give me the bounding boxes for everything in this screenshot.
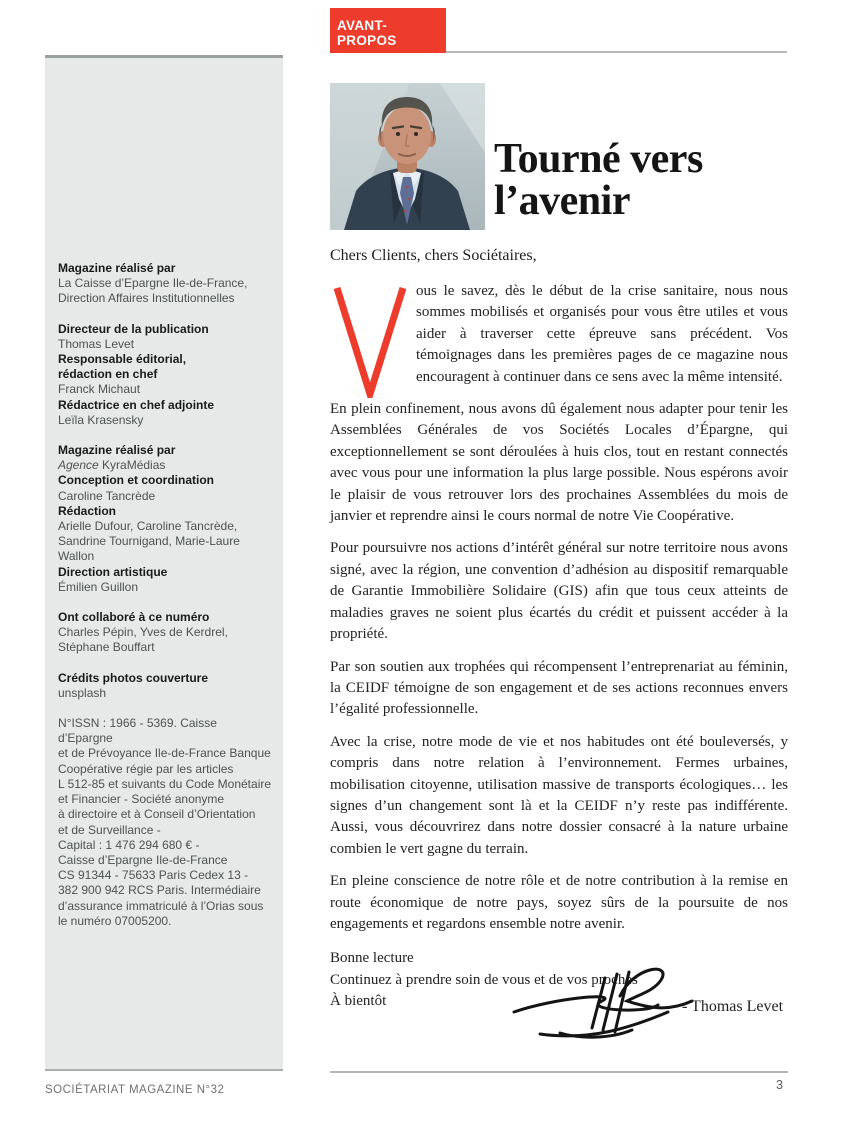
salutation: Chers Clients, chers Sociétaires,	[330, 247, 537, 264]
masthead-line: Charles Pépin, Yves de Kerdrel,	[58, 625, 228, 640]
page-number: 3	[776, 1078, 783, 1092]
masthead-line: Rédaction	[58, 503, 117, 518]
masthead-line: unsplash	[58, 685, 107, 700]
masthead-block	[58, 716, 273, 929]
article-title	[494, 138, 703, 222]
masthead-line: Direction artistique	[58, 564, 168, 579]
closing-line: Bonne lecture	[330, 950, 414, 967]
article-title-line2: l’avenir	[494, 178, 630, 224]
paragraph: Par son soutien aux trophées qui récompensent l’entreprenariat au féminin, la CEIDF témoigne de son engagement et de ses actions reconnues envers l’égalité professionnelle.	[330, 658, 788, 718]
masthead-line: Responsable éditorial,	[58, 352, 187, 367]
masthead-line: CS 91344 - 75633 Paris Cedex 13 -	[58, 868, 249, 883]
masthead-line: N°ISSN : 1966 - 5369. Caisse d’Epargne	[58, 716, 217, 746]
paragraph: En pleine conscience de notre rôle et de notre contribution à la remise en route économique de notre pays, soyez sûrs de la poursuite de nos engagements et regardons ensemble notre avenir.	[330, 873, 788, 932]
portrait-photo	[330, 83, 485, 230]
dropcap-v	[332, 286, 408, 398]
masthead-line: 382 900 942 RCS Paris. Intermédiaire	[58, 883, 261, 898]
masthead-line: Sandrine Tournigand, Marie-Laure Wallon	[58, 534, 240, 564]
masthead-line: Émilien Guillon	[58, 579, 139, 594]
paragraph: Pour poursuivre nos actions d’intérêt général sur notre territoire nous avons signé, avec la région, une convention d’adhésion au dispositif remarquable de Garantie Immobilière Solidaire (GIS) afin que tous ceux atteints de maladies graves ne soient plus écartés du crédit et puissent accéder à la propriété.	[330, 540, 788, 643]
masthead-line: Directeur de la publication	[58, 321, 209, 336]
masthead-content	[45, 58, 283, 929]
masthead-line: et de Prévoyance Ile-de-France Banque	[58, 746, 271, 761]
masthead-line: à directoire et à Conseil d’Orientation	[58, 807, 256, 822]
lead-paragraph-text: ous le savez, dès le début de la crise sanitaire, nous nous sommes mobilisés et organisés pour vous être utiles et vous aider à traverser cette épreuve sans précédent. Vos témoignages dans les premières pages de ce magazine nous encouragent à continuer dans ce sens avec la même intensité.	[416, 283, 788, 385]
masthead-line: rédaction en chef	[58, 367, 158, 382]
article-title-line1: Tourné vers	[494, 136, 703, 182]
masthead-line: Franck Michaut	[58, 382, 141, 397]
masthead-line: Crédits photos couverture	[58, 670, 209, 685]
closing-line: Continuez à prendre soin de vous et de vos proches	[330, 971, 638, 988]
masthead-line: Caroline Tancrède	[58, 488, 156, 503]
section-badge	[330, 8, 446, 53]
masthead-block	[58, 322, 273, 428]
lead-paragraph	[330, 281, 788, 388]
masthead-line: Rédactrice en chef adjointe	[58, 397, 215, 412]
masthead-line: Arielle Dufour, Caroline Tancrède,	[58, 519, 238, 534]
masthead-line: et de Surveillance -	[58, 822, 161, 837]
masthead-line: Magazine réalisé par	[58, 443, 176, 458]
masthead-line: Capital : 1 476 294 680 € -	[58, 837, 200, 852]
signature-name: - Thomas Levet	[682, 998, 784, 1016]
masthead-line: Ont collaboré à ce numéro	[58, 610, 210, 625]
closing-block	[330, 948, 788, 1016]
masthead-line: d’assurance immatriculé à l’Orias sous	[58, 898, 264, 913]
closing-line: À bientôt	[330, 993, 387, 1010]
masthead-block	[58, 443, 273, 595]
masthead-line: Agence KyraMédias	[58, 458, 166, 473]
masthead-line: Caisse d’Epargne Ile-de-France	[58, 852, 228, 867]
paragraph: Avec la crise, notre mode de vie et nos habitudes ont été bouleversés, y compris dans notre relation à l’environnement. Fermes urbaines, mobilisation citoyenne, utilisation massive de transports écologiques… les signes d’un changement sont là et la CEIDF n’y reste pas indifférente. Aussi, vous découvrirez dans notre dossier consacré à la nature urbaine combien le vert gagne du terrain.	[330, 733, 788, 857]
masthead-line: et Financier - Société anonyme	[58, 792, 225, 807]
footer-magazine-title: SOCIÉTARIAT MAGAZINE N°32	[45, 1084, 225, 1096]
masthead-sidebar	[45, 55, 283, 1071]
masthead-line: Leïla Krasensky	[58, 412, 144, 427]
masthead-line: Direction Affaires Institutionnelles	[58, 291, 235, 306]
paragraph: En plein confinement, nous avons dû également nous adapter pour tenir les Assemblées Générales de vos Sociétés Locales d’Épargne, qui exceptionnellement se sont déroulées à huis clos, tout en restant connectés avec vous pour une information la plus large possible. Nous espérons avoir le plaisir de vous retrouver lors des prochaines Assemblées du mois de janvier et reprendre ainsi le cours normal de notre Vie Coopérative.	[330, 401, 788, 525]
article-paragraphs	[330, 399, 788, 935]
section-badge-label: AVANT-PROPOS	[337, 18, 397, 48]
masthead-line: Coopérative régie par les articles	[58, 761, 234, 776]
masthead-line: Magazine réalisé par	[58, 261, 176, 275]
bottom-rule	[330, 1071, 788, 1073]
masthead-line: Conception et coordination	[58, 473, 214, 488]
article-header	[330, 83, 788, 230]
masthead-block	[58, 261, 273, 307]
masthead-line: Thomas Levet	[58, 336, 135, 351]
masthead-line: La Caisse d’Epargne Ile-de-France,	[58, 276, 248, 291]
masthead-line: Stéphane Bouffart	[58, 640, 155, 655]
article-column	[330, 83, 788, 1016]
masthead-line: le numéro 07005200.	[58, 913, 172, 928]
masthead-block	[58, 610, 273, 656]
masthead-block	[58, 671, 273, 701]
masthead-line: L 512-85 et suivants du Code Monétaire	[58, 776, 272, 791]
